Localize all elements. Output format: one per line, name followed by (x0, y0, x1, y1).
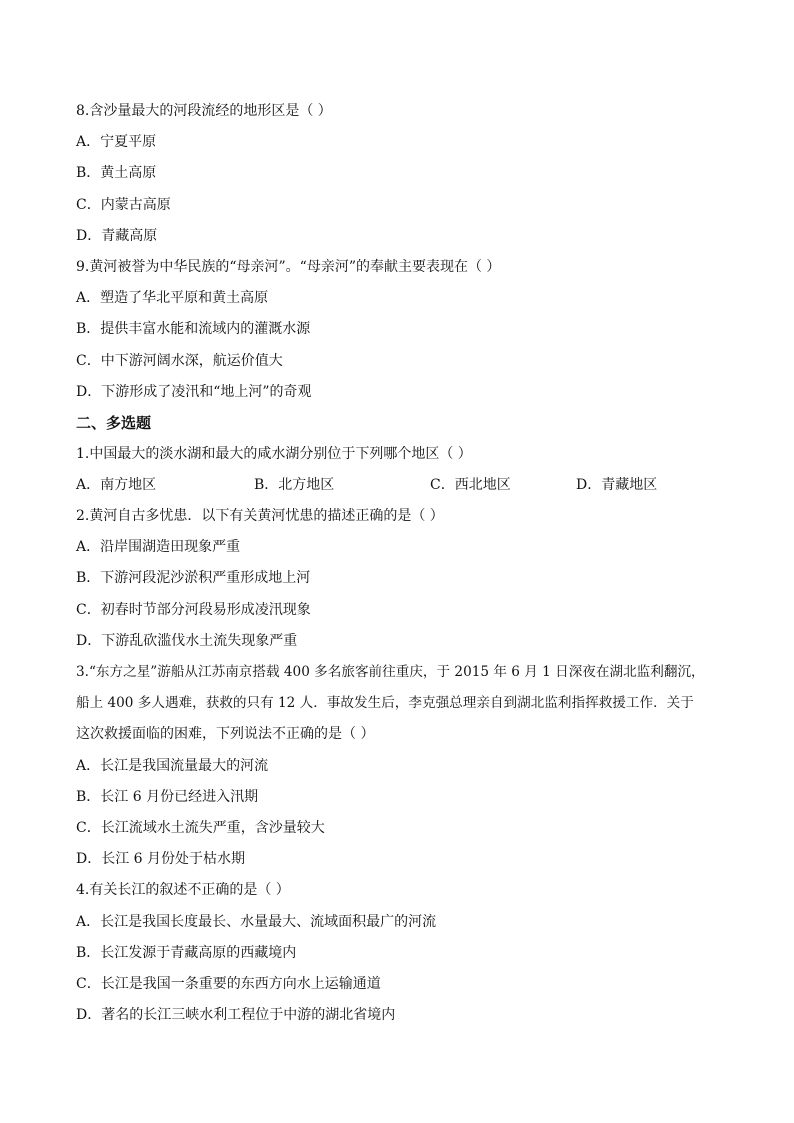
multi-question-4-option-c: C．长江是我国一条重要的东西方向水上运输通道 (76, 976, 381, 992)
multi-question-2-option-d: D．下游乱砍滥伐水土流失现象严重 (76, 633, 298, 649)
question-9-option-a: A．塑造了华北平原和黄土高原 (76, 290, 269, 306)
multi-question-1-stem: 1.中国最大的淡水湖和最大的咸水湖分别位于下列哪个地区（ ） (76, 446, 472, 462)
question-8-option-b: B．黄土高原 (76, 165, 157, 181)
question-8-option-d: D．青藏高原 (76, 228, 158, 244)
multi-question-2-stem: 2.黄河自古多忧患．以下有关黄河忧患的描述正确的是（ ） (76, 508, 444, 524)
question-9-option-d: D．下游形成了凌汛和“地上河”的奇观 (76, 384, 312, 400)
multi-question-2-option-c: C．初春时节部分河段易形成凌汛现象 (76, 602, 311, 618)
question-9-option-c: C．中下游河阔水深，航运价值大 (76, 353, 283, 369)
multi-question-4-option-b: B．长江发源于青藏高原的西藏境内 (76, 945, 297, 961)
question-8-stem: 8.含沙量最大的河段流经的地形区是（ ） (76, 103, 332, 119)
multi-question-3-option-a: A．长江是我国流量最大的河流 (76, 758, 269, 774)
question-8-option-a: A．宁夏平原 (76, 134, 157, 150)
multi-question-2-option-b: B．下游河段泥沙淤积严重形成地上河 (76, 570, 311, 586)
multi-question-3-option-b: B．长江 6 月份已经进入汛期 (76, 789, 259, 805)
multi-question-4-option-d: D．著名的长江三峡水利工程位于中游的湖北省境内 (76, 1007, 396, 1023)
multi-question-1-option-a: A．南方地区 (76, 477, 157, 493)
multi-question-1-option-c: C．西北地区 (430, 477, 511, 493)
multi-question-1-option-b: B．北方地区 (254, 477, 335, 493)
multi-question-3-stem-line-1: 3.“东方之星”游船从江苏南京搭载 400 多名旅客前往重庆，于 2015 年 6 月 1 日深夜在湖北监利翻沉， (76, 664, 705, 680)
question-8-option-c: C．内蒙古高原 (76, 197, 171, 213)
multi-question-4-stem: 4.有关长江的叙述不正确的是（ ） (76, 882, 290, 898)
question-9-stem: 9.黄河被誉为中华民族的“母亲河”。“母亲河”的奉献主要表现在（ ） (76, 259, 501, 275)
multi-question-1-options (76, 475, 716, 495)
multi-question-3-option-d: D．长江 6 月份处于枯水期 (76, 851, 246, 867)
section-title: 二、多选题 (76, 414, 152, 432)
multi-question-3-stem-line-3: 这次救援面临的困难，下列说法不正确的是（ ） (76, 726, 375, 742)
multi-question-1-option-d: D．青藏地区 (576, 477, 658, 493)
multi-question-4-option-a: A．长江是我国长度最长、水量最大、流域面积最广的河流 (76, 914, 437, 930)
question-9-option-b: B．提供丰富水能和流域内的灌溉水源 (76, 321, 311, 337)
multi-question-2-option-a: A．沿岸围湖造田现象严重 (76, 539, 241, 555)
multi-question-3-stem-line-2: 船上 400 多人遇难，获救的只有 12 人．事故发生后，李克强总理亲自到湖北监利指挥救援工作．关于 (76, 695, 694, 711)
multi-question-3-option-c: C．长江流域水土流失严重，含沙量较大 (76, 820, 325, 836)
